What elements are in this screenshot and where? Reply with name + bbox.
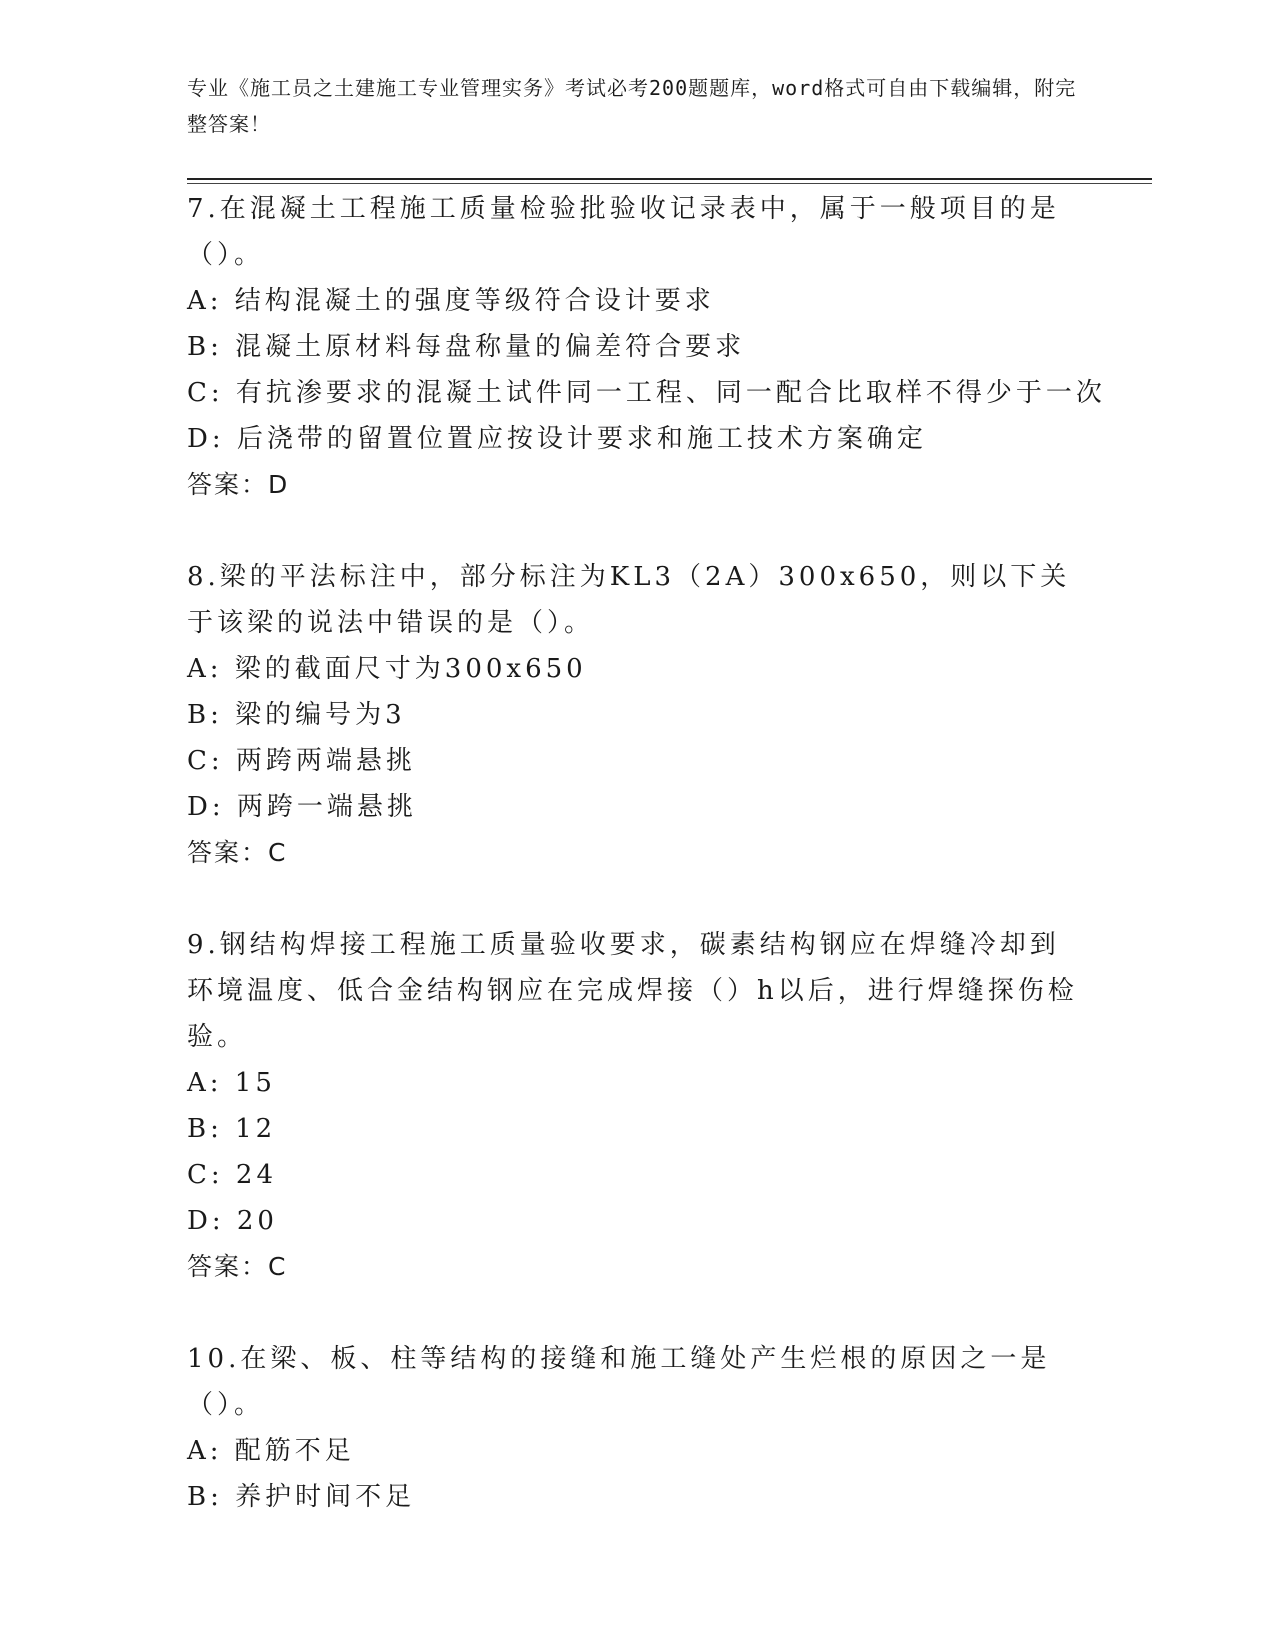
option-d: D: 两跨一端悬挑 [187,792,417,822]
question-10 [187,1336,1087,1520]
option-b: B: 混凝土原材料每盘称量的偏差符合要求 [187,332,746,362]
document-header: 专业《施工员之土建施工专业管理实务》考试必考200题题库，word格式可自由下载编辑，附完整答案！ [187,76,1077,136]
question-8 [187,554,1087,876]
question-9 [187,922,1087,1290]
option-a: A: 配筋不足 [187,1436,355,1466]
question-list [187,186,1106,1520]
option-a: A: 结构混凝土的强度等级符合设计要求 [187,286,715,316]
question-7 [187,186,1106,508]
option-b: B: 养护时间不足 [187,1482,416,1512]
question-text: 8.梁的平法标注中，部分标注为KL3（2A）300x650，则以下关于该梁的说法中错误的是（）。 [187,562,1071,638]
option-b: B: 梁的编号为3 [187,700,406,730]
header-rule-thin [187,183,1152,184]
spacer [187,876,1087,922]
question-text: 10.在梁、板、柱等结构的接缝和施工缝处产生烂根的原因之一是（）。 [187,1344,1051,1420]
spacer [187,1290,1087,1336]
option-d: D: 20 [187,1206,278,1236]
question-text: 9.钢结构焊接工程施工质量验收要求，碳素结构钢应在焊缝冷却到环境温度、低合金结构钢应在完成焊接（）h以后，进行焊缝探伤检验。 [187,930,1078,1052]
option-b: B: 12 [187,1114,277,1144]
option-c: C: 有抗渗要求的混凝土试件同一工程、同一配合比取样不得少于一次 [187,378,1106,408]
spacer [187,508,1087,554]
option-a: A: 15 [187,1068,276,1098]
answer: 答案：C [187,838,288,867]
question-text: 7.在混凝土工程施工质量检验批验收记录表中，属于一般项目的是（）。 [187,194,1060,270]
option-c: C: 两跨两端悬挑 [187,746,416,776]
answer: 答案：C [187,1252,288,1281]
option-a: A: 梁的截面尺寸为300x650 [187,654,587,684]
option-c: C: 24 [187,1160,278,1190]
answer: 答案：D [187,470,290,499]
option-d: D: 后浇带的留置位置应按设计要求和施工技术方案确定 [187,424,927,454]
header-rule-thick [187,178,1152,180]
